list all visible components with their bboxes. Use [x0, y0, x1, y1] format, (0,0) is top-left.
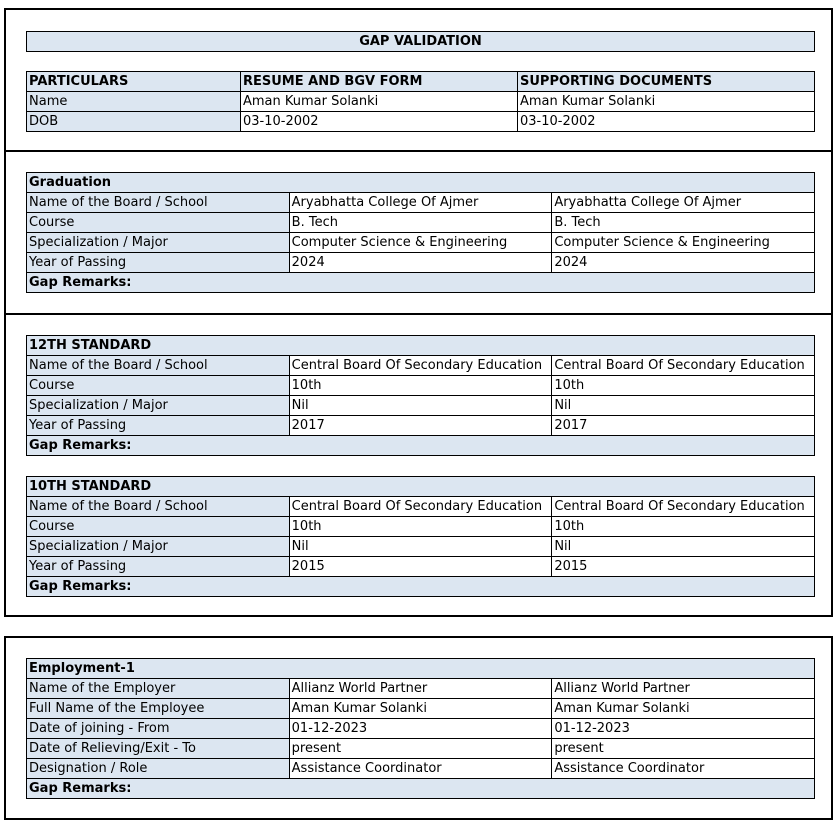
resume-value: Nil: [289, 537, 552, 557]
row-label: Name of the Employer: [27, 679, 290, 699]
gap-remarks: Gap Remarks:: [27, 779, 815, 799]
column-header-row: [27, 72, 815, 92]
resume-value: 03-10-2002: [241, 112, 518, 132]
graduation-table: [26, 172, 815, 293]
table-row: [27, 213, 815, 233]
row-label: Course: [27, 376, 290, 396]
row-label: Date of joining - From: [27, 719, 290, 739]
table-row: [27, 396, 815, 416]
column-header-resume: RESUME AND BGV FORM: [241, 72, 518, 92]
row-label: Name of the Board / School: [27, 497, 290, 517]
personal-table: [26, 71, 815, 132]
docs-value: 10th: [552, 376, 815, 396]
table-row: [27, 112, 815, 132]
row-label: Name of the Board / School: [27, 356, 290, 376]
row-label: Specialization / Major: [27, 396, 290, 416]
resume-value: Central Board Of Secondary Education: [289, 497, 552, 517]
column-header-particulars: PARTICULARS: [27, 72, 241, 92]
resume-value: Computer Science & Engineering: [289, 233, 552, 253]
page-title: GAP VALIDATION: [27, 32, 815, 52]
resume-value: 2015: [289, 557, 552, 577]
column-header-docs: SUPPORTING DOCUMENTS: [518, 72, 815, 92]
school-panel: [4, 313, 833, 617]
table-row: [27, 557, 815, 577]
docs-value: Central Board Of Secondary Education: [552, 497, 815, 517]
row-label: Specialization / Major: [27, 537, 290, 557]
docs-value: 2017: [552, 416, 815, 436]
resume-value: present: [289, 739, 552, 759]
table-row: [27, 193, 815, 213]
docs-value: B. Tech: [552, 213, 815, 233]
resume-value: 2024: [289, 253, 552, 273]
employment-panel: [4, 636, 833, 820]
table-row: [27, 679, 815, 699]
table-row: [27, 416, 815, 436]
graduation-panel: [4, 150, 833, 315]
table-row: [27, 759, 815, 779]
resume-value: 10th: [289, 376, 552, 396]
docs-value: Nil: [552, 537, 815, 557]
resume-value: Assistance Coordinator: [289, 759, 552, 779]
docs-value: Allianz World Partner: [552, 679, 815, 699]
docs-value: Aman Kumar Solanki: [552, 699, 815, 719]
section-heading: 10TH STANDARD: [27, 477, 815, 497]
section-heading: Employment-1: [27, 659, 815, 679]
docs-value: Assistance Coordinator: [552, 759, 815, 779]
row-label: Specialization / Major: [27, 233, 290, 253]
row-label: Designation / Role: [27, 759, 290, 779]
row-label: DOB: [27, 112, 241, 132]
table-row: [27, 699, 815, 719]
table-row: [27, 719, 815, 739]
section-heading: 12TH STANDARD: [27, 336, 815, 356]
employment-table: [26, 658, 815, 799]
row-label: Date of Relieving/Exit - To: [27, 739, 290, 759]
gap-remarks: Gap Remarks:: [27, 436, 815, 456]
docs-value: present: [552, 739, 815, 759]
row-label: Course: [27, 213, 290, 233]
resume-value: Nil: [289, 396, 552, 416]
docs-value: 01-12-2023: [552, 719, 815, 739]
table-row: [27, 233, 815, 253]
section-heading: Graduation: [27, 173, 815, 193]
row-label: Name: [27, 92, 241, 112]
resume-value: 01-12-2023: [289, 719, 552, 739]
docs-value: 10th: [552, 517, 815, 537]
resume-value: Aryabhatta College Of Ajmer: [289, 193, 552, 213]
resume-value: Aman Kumar Solanki: [241, 92, 518, 112]
gap-remarks: Gap Remarks:: [27, 577, 815, 597]
std10-table: [26, 476, 815, 597]
table-row: [27, 497, 815, 517]
resume-value: 10th: [289, 517, 552, 537]
docs-value: 2024: [552, 253, 815, 273]
docs-value: Computer Science & Engineering: [552, 233, 815, 253]
std12-table: [26, 335, 815, 456]
row-label: Year of Passing: [27, 416, 290, 436]
table-row: [27, 356, 815, 376]
docs-value: Aman Kumar Solanki: [518, 92, 815, 112]
table-row: [27, 253, 815, 273]
table-row: [27, 739, 815, 759]
resume-value: Central Board Of Secondary Education: [289, 356, 552, 376]
row-label: Year of Passing: [27, 557, 290, 577]
resume-value: Allianz World Partner: [289, 679, 552, 699]
personal-panel: [4, 8, 833, 152]
resume-value: 2017: [289, 416, 552, 436]
table-row: [27, 92, 815, 112]
resume-value: B. Tech: [289, 213, 552, 233]
row-label: Name of the Board / School: [27, 193, 290, 213]
row-label: Course: [27, 517, 290, 537]
row-label: Full Name of the Employee: [27, 699, 290, 719]
docs-value: Nil: [552, 396, 815, 416]
row-label: Year of Passing: [27, 253, 290, 273]
docs-value: Central Board Of Secondary Education: [552, 356, 815, 376]
table-row: [27, 376, 815, 396]
docs-value: 03-10-2002: [518, 112, 815, 132]
title-table: [26, 31, 815, 52]
resume-value: Aman Kumar Solanki: [289, 699, 552, 719]
gap-remarks: Gap Remarks:: [27, 273, 815, 293]
docs-value: Aryabhatta College Of Ajmer: [552, 193, 815, 213]
table-row: [27, 537, 815, 557]
docs-value: 2015: [552, 557, 815, 577]
table-row: [27, 517, 815, 537]
